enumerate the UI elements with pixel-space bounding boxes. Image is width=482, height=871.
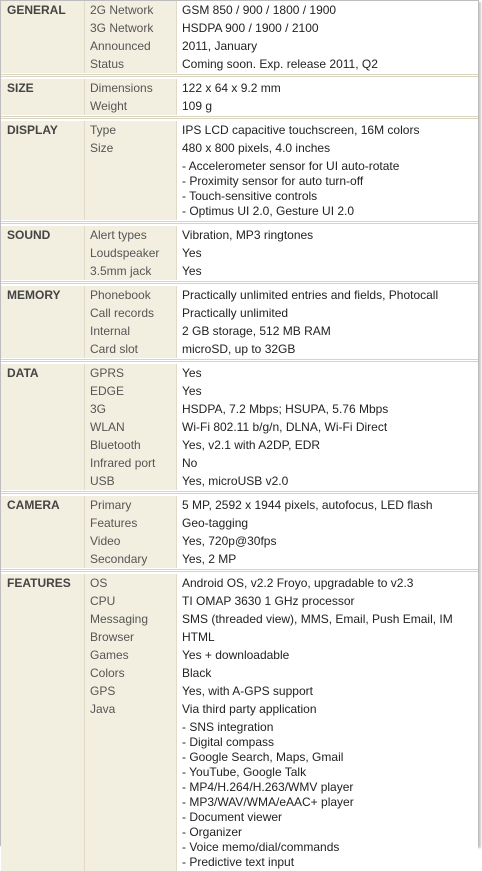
spec-row (85, 646, 478, 664)
spec-value: 5 MP, 2592 x 1944 pixels, autofocus, LED flash (177, 496, 478, 514)
spec-key: Loudspeaker (85, 244, 177, 262)
spec-key: OS (85, 574, 177, 592)
spec-key: Phonebook (85, 286, 177, 304)
spec-row (85, 628, 478, 646)
spec-value: Yes (177, 364, 478, 382)
spec-section-memory (1, 286, 478, 358)
section-rows (85, 226, 478, 280)
spec-key: Type (85, 121, 177, 139)
spec-key: Internal (85, 322, 177, 340)
spec-list-item: - Optimus UI 2.0, Gesture UI 2.0 (182, 204, 355, 218)
spec-row (85, 682, 478, 700)
spec-value: Yes, 2 MP (177, 550, 478, 568)
spec-row (85, 454, 478, 472)
spec-key: Secondary (85, 550, 177, 568)
spec-row (85, 610, 478, 628)
spec-row (85, 550, 478, 568)
spec-key: Video (85, 532, 177, 550)
spec-row (85, 304, 478, 322)
spec-list-item: - MP4/H.264/H.263/WMV player (182, 780, 354, 794)
spec-list-item: - Predictive text input (182, 855, 295, 869)
spec-key: GPS (85, 682, 177, 700)
spec-value: microSD, up to 32GB (177, 340, 478, 358)
spec-list-item: - Digital compass (182, 735, 275, 749)
section-rows (85, 574, 478, 871)
spec-value: No (177, 454, 478, 472)
spec-value (177, 718, 478, 870)
spec-value: HSDPA, 7.2 Mbps; HSUPA, 5.76 Mbps (177, 400, 478, 418)
spec-section-display (1, 121, 478, 220)
spec-key: Dimensions (85, 79, 177, 97)
spec-key: 3G Network (85, 19, 177, 37)
spec-list-item: - Touch-sensitive controls (182, 189, 318, 203)
section-rows (85, 496, 478, 568)
spec-list-item: - Accelerometer sensor for UI auto-rotate (182, 159, 400, 173)
section-rows (85, 121, 478, 220)
spec-key: 3G (85, 400, 177, 418)
spec-key: Games (85, 646, 177, 664)
spec-row (85, 436, 478, 454)
spec-row (85, 79, 478, 97)
spec-value: HTML (177, 628, 478, 646)
spec-row (85, 700, 478, 718)
spec-row (85, 592, 478, 610)
spec-value: Yes (177, 244, 478, 262)
spec-key: GPRS (85, 364, 177, 382)
spec-value: Yes (177, 382, 478, 400)
section-divider (1, 116, 478, 119)
spec-key: Primary (85, 496, 177, 514)
spec-key: Call records (85, 304, 177, 322)
spec-value: Practically unlimited (177, 304, 478, 322)
spec-value: Coming soon. Exp. release 2011, Q2 (177, 55, 478, 73)
spec-section-general (1, 1, 478, 73)
spec-row (85, 97, 478, 115)
spec-key (85, 718, 177, 871)
spec-key: Infrared port (85, 454, 177, 472)
spec-key: 2G Network (85, 1, 177, 19)
spec-key: Status (85, 55, 177, 73)
section-title: SOUND (1, 226, 85, 280)
section-title: DISPLAY (1, 121, 85, 220)
spec-row (85, 1, 478, 19)
spec-row (85, 472, 478, 490)
spec-section-sound (1, 226, 478, 280)
spec-value: 2011, January (177, 37, 478, 55)
spec-key: Features (85, 514, 177, 532)
section-title: FEATURES (1, 574, 85, 871)
spec-list-item: - YouTube, Google Talk (182, 765, 307, 779)
section-divider (1, 281, 478, 284)
spec-row (85, 418, 478, 436)
spec-row (85, 139, 478, 157)
spec-key: Colors (85, 664, 177, 682)
spec-value: Geo-tagging (177, 514, 478, 532)
spec-key: Java (85, 700, 177, 718)
spec-key: Weight (85, 97, 177, 115)
spec-value: Yes, v2.1 with A2DP, EDR (177, 436, 478, 454)
spec-row (85, 244, 478, 262)
spec-value: 122 x 64 x 9.2 mm (177, 79, 478, 97)
spec-key: WLAN (85, 418, 177, 436)
spec-key: Announced (85, 37, 177, 55)
spec-value: Practically unlimited entries and fields, Photocall (177, 286, 478, 304)
section-divider (1, 359, 478, 362)
section-title: MEMORY (1, 286, 85, 358)
spec-value: Via third party application (177, 700, 478, 718)
spec-value: Vibration, MP3 ringtones (177, 226, 478, 244)
spec-value: Yes, with A-GPS support (177, 682, 478, 700)
section-divider (1, 74, 478, 77)
spec-row (85, 121, 478, 139)
spec-key: CPU (85, 592, 177, 610)
spec-value: Yes, 720p@30fps (177, 532, 478, 550)
spec-value: 2 GB storage, 512 MB RAM (177, 322, 478, 340)
spec-key: USB (85, 472, 177, 490)
spec-row (85, 382, 478, 400)
spec-value: Yes (177, 262, 478, 280)
spec-key: Messaging (85, 610, 177, 628)
section-rows (85, 286, 478, 358)
spec-list-item: - Document viewer (182, 810, 283, 824)
section-title: GENERAL (1, 1, 85, 73)
spec-row (85, 157, 478, 220)
spec-key: 3.5mm jack (85, 262, 177, 280)
spec-list-item: - Voice memo/dial/commands (182, 840, 340, 854)
spec-key: Size (85, 139, 177, 157)
spec-row (85, 226, 478, 244)
spec-value: HSDPA 900 / 1900 / 2100 (177, 19, 478, 37)
spec-row (85, 496, 478, 514)
spec-key: Bluetooth (85, 436, 177, 454)
spec-list-item: - Google Search, Maps, Gmail (182, 750, 344, 764)
spec-section-size (1, 79, 478, 115)
spec-key (85, 157, 177, 220)
spec-list-item: - Organizer (182, 825, 243, 839)
spec-row (85, 664, 478, 682)
spec-row (85, 322, 478, 340)
spec-section-features (1, 574, 478, 871)
section-divider (1, 221, 478, 224)
spec-value: Android OS, v2.2 Froyo, upgradable to v2.3 (177, 574, 478, 592)
spec-key: Card slot (85, 340, 177, 358)
spec-list-item: - Proximity sensor for auto turn-off (182, 174, 364, 188)
spec-list-item: - MP3/WAV/WMA/eAAC+ player (182, 795, 354, 809)
spec-key: EDGE (85, 382, 177, 400)
spec-value: GSM 850 / 900 / 1800 / 1900 (177, 1, 478, 19)
spec-value: Yes, microUSB v2.0 (177, 472, 478, 490)
spec-key: Browser (85, 628, 177, 646)
section-divider (1, 491, 478, 494)
spec-section-camera (1, 496, 478, 568)
spec-value: 480 x 800 pixels, 4.0 inches (177, 139, 478, 157)
spec-value: TI OMAP 3630 1 GHz processor (177, 592, 478, 610)
spec-row (85, 532, 478, 550)
spec-row (85, 19, 478, 37)
spec-row (85, 718, 478, 871)
spec-value: Yes + downloadable (177, 646, 478, 664)
spec-value: 109 g (177, 97, 478, 115)
section-title: SIZE (1, 79, 85, 115)
section-rows (85, 1, 478, 73)
section-title: DATA (1, 364, 85, 490)
spec-key: Alert types (85, 226, 177, 244)
spec-value: SMS (threaded view), MMS, Email, Push Email, IM (177, 610, 478, 628)
section-title: CAMERA (1, 496, 85, 568)
spec-row (85, 55, 478, 73)
section-rows (85, 79, 478, 115)
spec-value: Black (177, 664, 478, 682)
spec-value: Wi-Fi 802.11 b/g/n, DLNA, Wi-Fi Direct (177, 418, 478, 436)
spec-row (85, 286, 478, 304)
spec-row (85, 262, 478, 280)
section-rows (85, 364, 478, 490)
spec-value (177, 157, 478, 219)
spec-list-item: - SNS integration (182, 720, 274, 734)
spec-section-data (1, 364, 478, 490)
spec-row (85, 37, 478, 55)
spec-row (85, 364, 478, 382)
section-divider (1, 569, 478, 572)
spec-row (85, 574, 478, 592)
spec-row (85, 400, 478, 418)
spec-row (85, 514, 478, 532)
spec-row (85, 340, 478, 358)
spec-value: IPS LCD capacitive touchscreen, 16M colors (177, 121, 478, 139)
